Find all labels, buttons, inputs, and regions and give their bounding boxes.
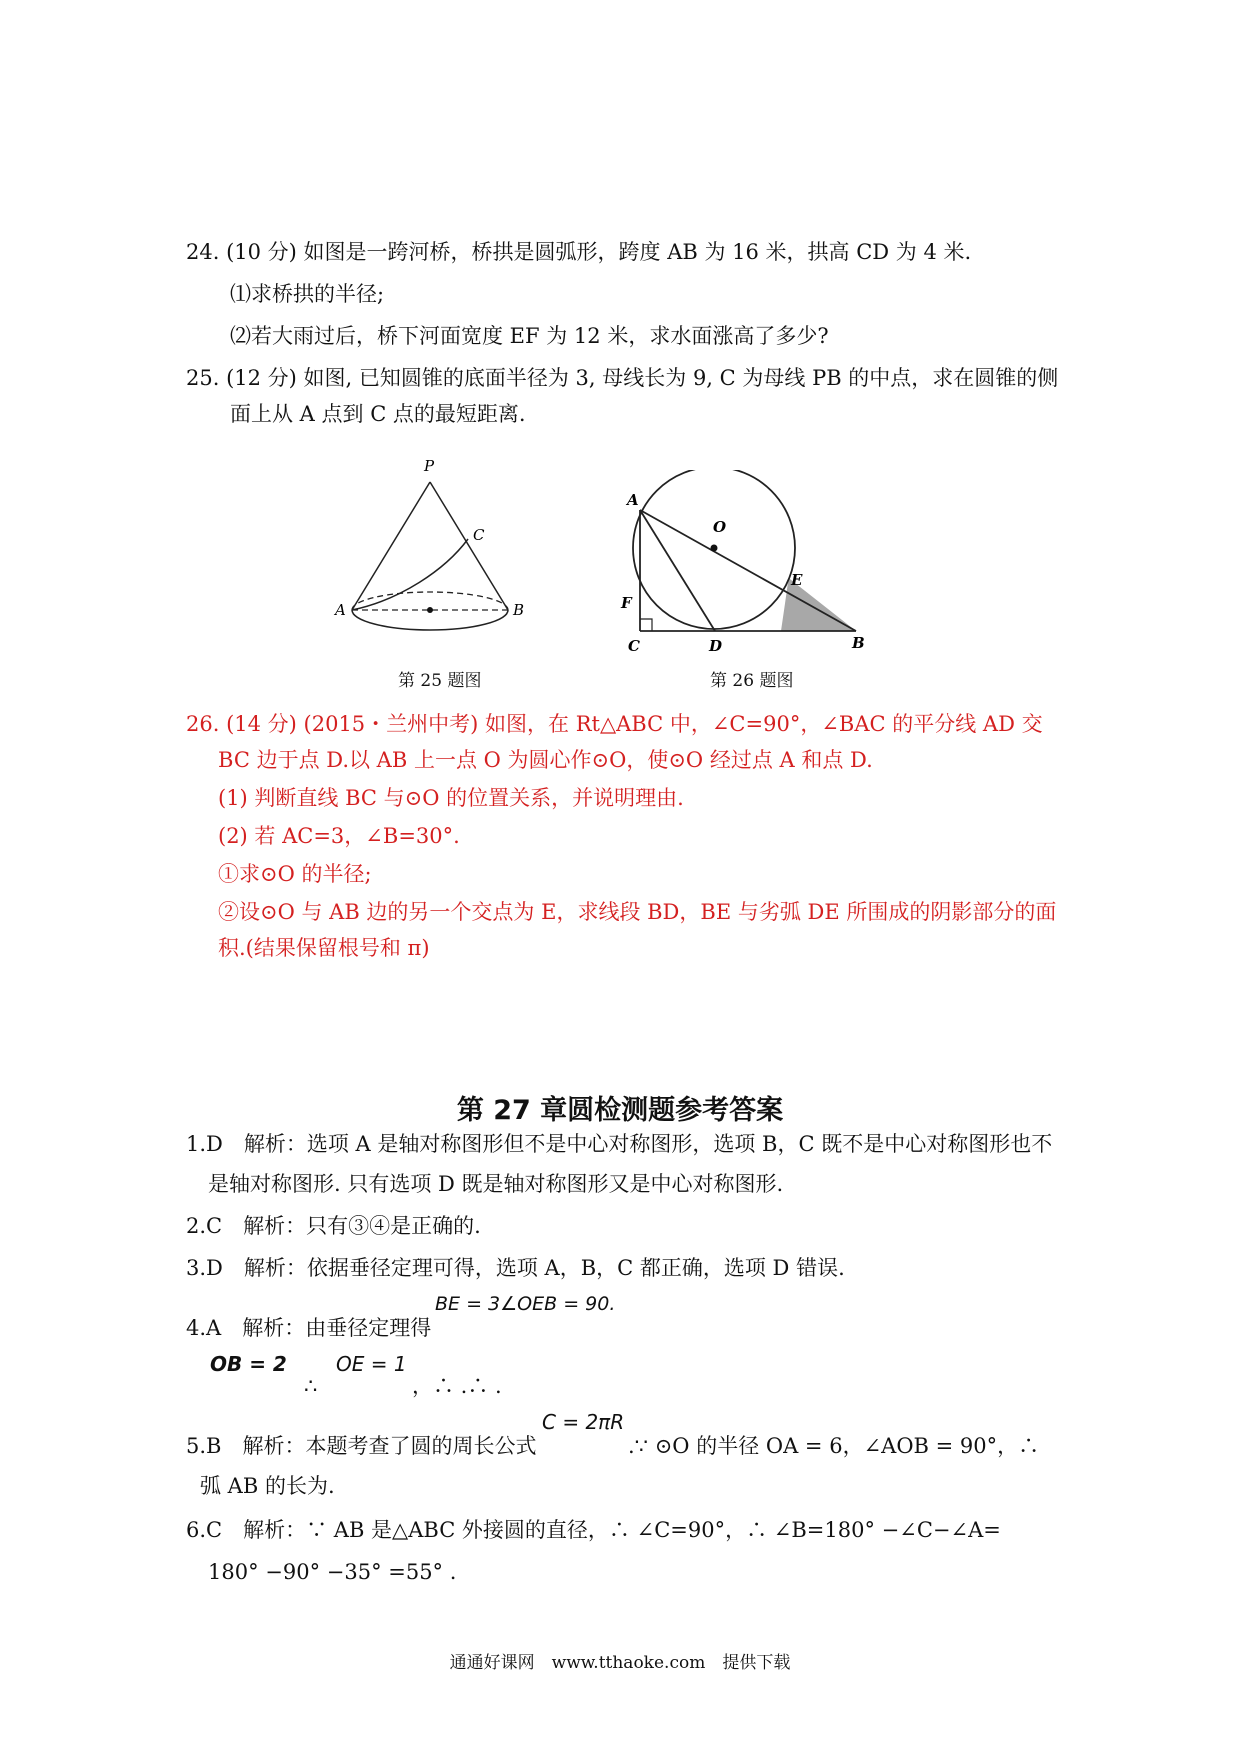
q26-part1: (1) 判断直线 BC 与⊙O 的位置关系，并说明理由. — [218, 786, 684, 810]
label-D: D — [709, 637, 723, 655]
fig25-caption: 第 25 题图 — [398, 671, 482, 691]
answer-5: 5.B 解析：本题考查了圆的周长公式 — [186, 1434, 537, 1458]
cone-figure — [330, 455, 540, 655]
answer-6b: 180° −90° −35° =55° . — [208, 1560, 457, 1584]
q26-line1: 26. (14 分) (2015・兰州中考) 如图，在 Rt△ABC 中，∠C=90°，∠BAC 的平分线 AD 交 — [186, 712, 1043, 736]
q26-line2: BC 边于点 D.以 AB 上一点 O 为圆心作⊙O，使⊙O 经过点 A 和点 D. — [218, 748, 873, 772]
label-B: B — [513, 601, 525, 619]
label-B: B — [852, 634, 865, 652]
label-C: C — [628, 637, 640, 655]
label-P: P — [424, 457, 435, 475]
footer: 通通好课网 www.tthaoke.com 提供下载 — [449, 1653, 791, 1673]
answer-4-formula2: OB = 2 — [210, 1352, 287, 1376]
answer-1a: 1.D 解析：选项 A 是轴对称图形但不是中心对称图形，选项 B，C 既不是中心对称图形也不 — [186, 1132, 1053, 1156]
answer-6a: 6.C 解析：∵ AB 是△ABC 外接圆的直径，∴ ∠C=90°，∴ ∠B=180° −∠C−∠A= — [186, 1518, 1001, 1542]
answer-5b: 弧 AB 的长为. — [200, 1474, 335, 1498]
answer-3: 3.D 解析：依据垂径定理可得，选项 A，B，C 都正确，选项 D 错误. — [186, 1256, 845, 1280]
answer-4-tail: ，∴ .∴ . — [412, 1374, 502, 1398]
q24-part2: ⑵若大雨过后，桥下河面宽度 EF 为 12 米，求水面涨高了多少? — [230, 324, 829, 348]
label-F: F — [621, 594, 632, 612]
q26-sub1: ①求⊙O 的半径; — [218, 862, 372, 886]
label-A: A — [335, 601, 346, 619]
circle-triangle-figure — [615, 470, 875, 655]
answer-4-formula1: BE = 3∠OEB = 90. — [435, 1293, 616, 1315]
answers-title: 第 27 章圆检测题参考答案 — [456, 1095, 784, 1126]
answer-5-formula: C = 2πR — [542, 1410, 625, 1434]
q25-line1: 25. (12 分) 如图, 已知圆锥的底面半径为 3, 母线长为 9, C 为母线 PB 的中点，求在圆锥的侧 — [186, 366, 1059, 390]
answer-2: 2.C 解析：只有③④是正确的. — [186, 1214, 481, 1238]
label-O: O — [713, 518, 727, 536]
q26-part2: (2) 若 AC=3，∠B=30°. — [218, 824, 460, 848]
label-E: E — [791, 571, 803, 589]
q26-sub2b: 积.(结果保留根号和 π) — [218, 936, 430, 960]
fig26-caption: 第 26 题图 — [710, 671, 794, 691]
answer-1b: 是轴对称图形. 只有选项 D 既是轴对称图形又是中心对称图形. — [208, 1172, 784, 1196]
answer-5-tail: .∵ ⊙O 的半径 OA = 6，∠AOB = 90°，∴ — [628, 1434, 1040, 1458]
answer-4: 4.A 解析：由垂径定理得 — [186, 1316, 432, 1340]
q26-sub2a: ②设⊙O 与 AB 边的另一个交点为 E，求线段 BD，BE 与劣弧 DE 所围成的阴影部分的面 — [218, 900, 1057, 924]
q25-line2: 面上从 A 点到 C 点的最短距离. — [230, 402, 526, 426]
answer-4-therefore: ∴ — [304, 1374, 318, 1398]
label-C: C — [473, 526, 485, 544]
q24-part1: ⑴求桥拱的半径; — [230, 282, 385, 306]
label-A: A — [627, 491, 639, 509]
answer-4-formula3: OE = 1 — [336, 1352, 407, 1376]
q24-stem: 24. (10 分) 如图是一跨河桥，桥拱是圆弧形，跨度 AB 为 16 米，拱高 CD 为 4 米. — [186, 240, 972, 264]
